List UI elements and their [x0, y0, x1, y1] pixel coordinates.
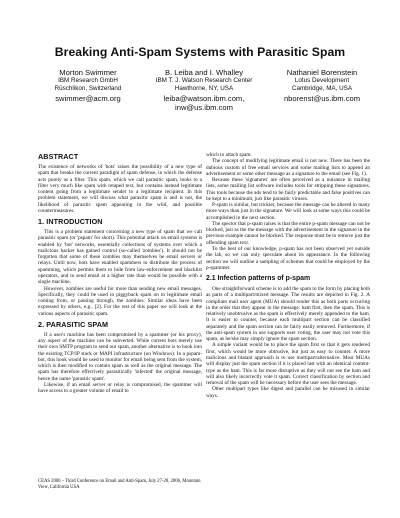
paragraph: which to attach spam.: [206, 152, 252, 158]
abstract-text: The existence of networks of 'bots' raises the possibility of a new type of spam that breaks the current paradigm of spam defense, in which the defense acts purely as a filter. This spam, which we call parasitic spam, looks to a filter very much like spam with retaped text, but contains instead legitimate content going from a legitimate sender to a legitimate recipient. In this problem statement, we will discuss what parasitic spam is and is not, the likelihood of parasitic spam appearing in the wild, and possible countermeasures.: [38, 164, 202, 214]
paragraph: A simple variant would be to place the spam first so that it gets rendered first, which would be more obtrusive, but just as easy to counter. A more malicious and blatant approach is to use multipart/alternative. Most MUAs will display just the spam section if it is placed last with an identical content-type as the ham. This is far more disruptive as they will not see the ham and will also likely incorrectly vote it spam. Correct classification by section and removal of the spam will be necessary before the user sees the message.: [206, 342, 370, 387]
author-location: Rüschlikon, Switzerland: [54, 85, 122, 93]
author-name: Morton Swimmer: [59, 68, 117, 77]
author-name: B. Leiba and I. Whalley: [164, 68, 244, 77]
paragraph: The concept of modifying legitimate email is not new. There has been the dubious custom of free email services and some mailing lists to append an advertisement or some other message as a signature to the email (see Fig. 1).: [206, 158, 370, 177]
paragraph: This is a problem statement concerning a new type of spam that we call parasitic spam (or 'pspam' for short). This potential attack on email systems is enabled by 'bot' networks, essentially collections of systems over which a malicious hacker has gained control (so-called 'zombies'). It should not be forgotten that some of these zombies may themselves be email servers or relays. Until now, bots have enabled spammers to distribute the process of spamming, which permits them to hide from law-enforcement and blacklist operators, and to send email at a higher rate than would be possible with a single machine.: [38, 229, 202, 286]
paragraph: P-spam is similar, but trickier, because the message can be altered in many more ways than just in the signature. We will look at some ways this could be accomplished in the next section.: [206, 202, 370, 221]
author-org: IBM T. J. Watson Research Center: [155, 77, 253, 84]
paragraph: However, zombies are useful for more than sending new email messages. Specifically, they could be used to piggyback spam on to legitimate email coming from, or passing through, the zombies. Similar ideas have been expressed by others, e.g., [2]. For the rest of this paper we will look at the various aspects of parasitic spam.: [38, 285, 202, 317]
author-block-3: [262, 68, 382, 103]
left-column: [38, 153, 202, 395]
author-location: Hawthorne, NY, USA: [174, 85, 234, 93]
author-email: nborenst@us.ibm.com: [283, 93, 361, 103]
paragraph: If a user's machine has been compromised by a spammer (or his proxy), any aspect of the machine can be subverted. While current bots merely use their own SMTP program to send out spam, another alternative is to hook into the existing TCP/IP stack or MAPI infrastructure (on Windows). In a pspam-bot, this hook would be used to monitor for email being sent from the system, which is then modified to contain spam as well as the original message. The spam has therefore effectively parasitically 'infected' the original message, hence the name 'parasitic spam'.: [38, 331, 202, 382]
abstract-heading: ABSTRACT: [38, 152, 79, 161]
infection-patterns-heading: 2.1 Infection patterns of p-spam: [206, 275, 311, 283]
author-email: swimmer@acm.org: [55, 93, 121, 103]
paragraph: To the best of our knowledge, p-spam has not been observed yet outside the lab, so we can only speculate about its appearance. In the following section we will outline a sampling of schemes that could be employed by the p-spammer.: [206, 245, 370, 271]
author-block-2: [145, 68, 263, 112]
paragraph: The spector that p-spam raises is that the entire p-spam message can not be blocked, just as the the message with the advertisement in the signature in the previous example cannot be blocked. The response must be to remove just the offending spam text.: [206, 220, 370, 246]
introduction-heading: 1. INTRODUCTION: [38, 217, 103, 227]
author-email: leiba@watson.ibm.com, inw@us.ibm.com: [163, 93, 245, 112]
paper-title: Breaking Anti-Spam Systems with Parasitic Spam: [54, 45, 346, 59]
paragraph: Likewise, if an email server or relay is compromised, the spammer will have access to a greater volume of email to: [38, 381, 202, 395]
author-block-1: [38, 68, 138, 103]
author-org: Lotus Development: [294, 77, 350, 84]
paragraph: Because these 'signatures' are often perceived as a nuisance in mailing lists, some mailing list software includes tools for stripping these signatures. This tools because the ads tend to be fairly predictable and false positives can be kept to a minimum, just like parasitic viruses.: [206, 177, 370, 202]
right-column: [206, 152, 370, 399]
paragraph: One straightforward scheme is to add the spam to the form by placing both as parts of a multipart/mixed message. The results are depicted in Fig. 2. A compliant mail user agent (MUA) should render this as both parts occurring in the order that they appear in the message: ham first, then the spam. This is relatively unobtrusive as the spam is effectively merely appended to the ham. It is easier to counter, because each multipart section can be classified separately and the spam section can be fairly easily removed. Furthermore, if the anti-spam system in use supports user voting, the user may not vote this spam, as he/she may simply ignore the spam section.: [206, 286, 370, 343]
paragraph: Other multipart types like digest and parallel can be misused in similar ways.: [206, 386, 370, 399]
author-location: Cambridge, MA, USA: [291, 85, 353, 93]
conference-footnote: CEAS 2006 – Third Conference on Email and Anti-Spam, July 27-28, 2006, Mountain View, California USA: [38, 479, 201, 490]
author-org: IBM Research GmbH: [58, 77, 118, 84]
parasitic-spam-heading: 2. PARASITIC SPAM: [38, 319, 109, 329]
author-name: Nathaniel Borenstein: [286, 68, 358, 77]
